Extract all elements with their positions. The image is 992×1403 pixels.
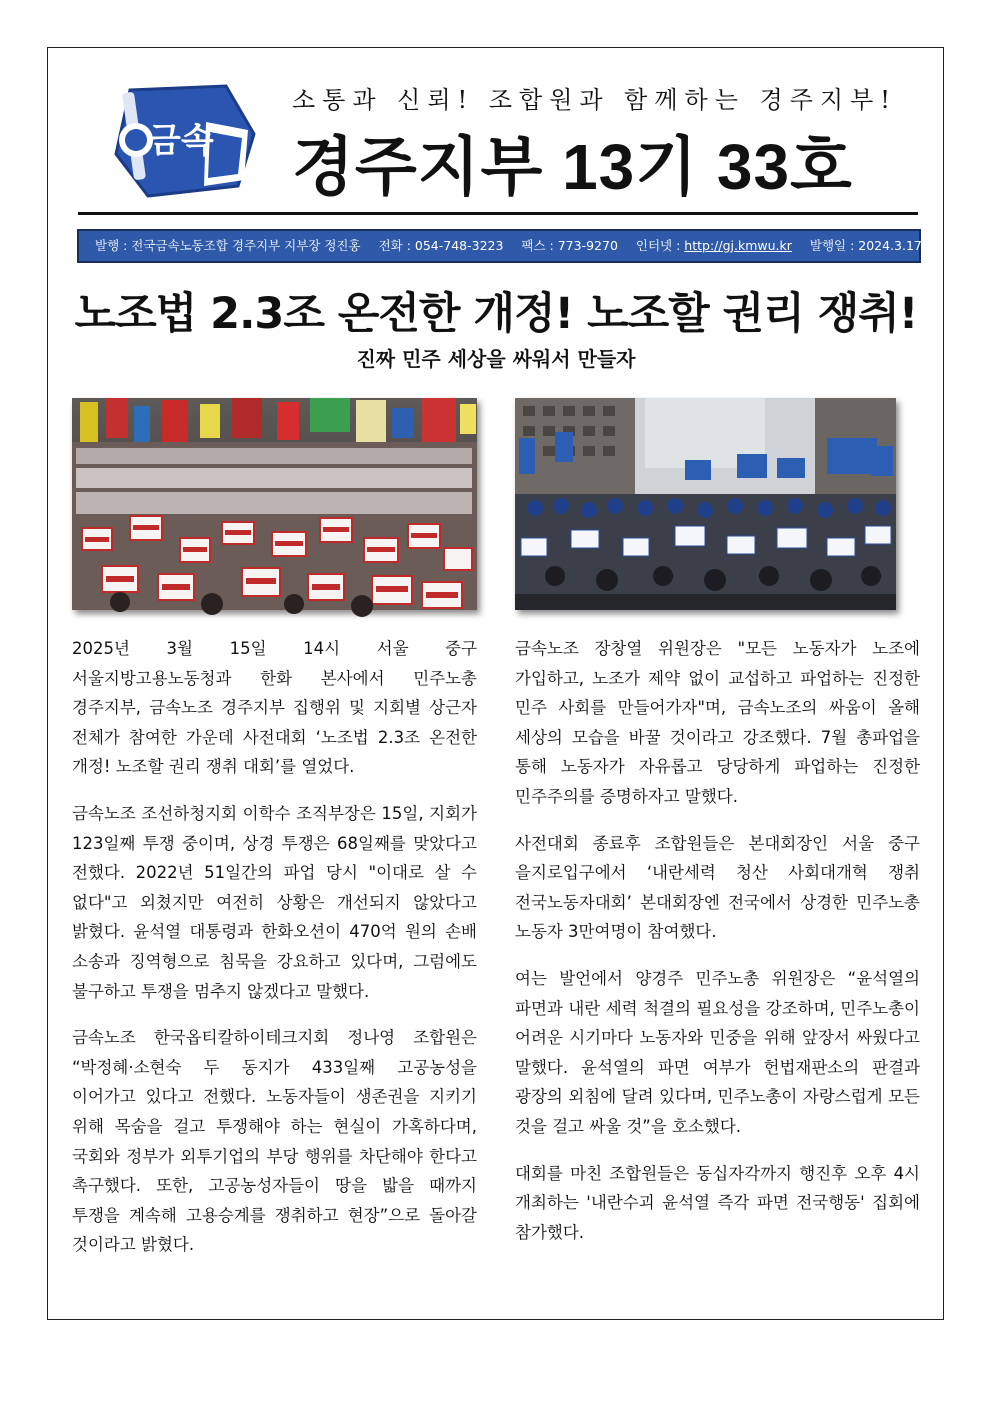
paragraph: 금속노조 한국옵티칼하이테크지회 정나영 조합원은 “박정혜·소현숙 두 동지가 433일째 고공농성을 이어가고 있다고 전했다. 노동자들이 생존권을 지키기 위해 목숨을 걸고 투쟁해야 하는 현실이 가혹하다며, 국회와 정부가 외투기업의 부당 행위를 차단해야 한다고 촉구했다. 또한, 고공농성자들이 땅을 밟을 때까지 투쟁을 계속해 고용승계를 쟁취하고 현장”으로 돌아갈 것이라고 밝혔다. (72, 1028, 477, 1255)
publication-info-bar (77, 229, 944, 263)
issue-title: 경주지부 13기 33호 (292, 131, 853, 203)
article-right-column (515, 634, 920, 1264)
phone-info: 전화 : 054-748-3223 (378, 238, 504, 253)
paragraph: 여는 발언에서 양경주 민주노총 위원장은 “윤석열의 파면과 내란 세력 척결의 필요성을 강조하며, 민주노총이 어려운 시기마다 노동자와 민중을 위해 앞장서 싸웠다고 말했다. 윤석열의 파면 여부가 헌법재판소의 판결과 광장의 외침에 달려 있다며, 민주노총이 자랑스럽게 모든 것을 걸고 싸울 것”을 호소했다. (515, 968, 920, 1136)
paragraph: 대회를 마친 조합원들은 동십자각까지 행진후 오후 4시 개최하는 '내란수괴 윤석열 즉각 파면 전국행동' 집회에 참가했다. (515, 1163, 920, 1242)
article-left-column (72, 634, 477, 1277)
logo-text: 금속 (148, 121, 214, 161)
slogan: 소통과 신뢰! 조합원과 함께하는 경주지부! (292, 86, 897, 114)
article-headline: 노조법 2.3조 온전한 개정! 노조할 권리 쟁취! (74, 289, 918, 339)
publisher-info: 발행 : 전국금속노동조합 경주지부 지부장 정진홍 (95, 238, 361, 253)
internet-label: 인터넷 : (635, 238, 685, 253)
paragraph: 사전대회 종료후 조합원들은 본대회장인 서울 중구 을지로입구에서 ‘내란세력 청산 사회대개혁 쟁취 전국노동자대회’ 본대회장엔 전국에서 상경한 민주노총 노동자 3만여명이 참여했다. (515, 833, 920, 942)
rally-photo-left (72, 398, 477, 610)
paragraph: 2025년 3월 15일 14시 서울 중구 서울지방고용노동청과 한화 본사에서 민주노총 경주지부, 금속노조 경주지부 집행위 및 지회별 상근자 전체가 참여한 가운데 사전대회 ‘노조법 2.3조 온전한 개정! 노조할 권리 쟁취 대회’를 열었다. (72, 639, 477, 777)
article-subheadline: 진짜 민주 세상을 싸워서 만들자 (356, 347, 636, 371)
rally-photo-right (515, 398, 896, 610)
publish-date: 발행일 : 2024.3.17(월) (809, 238, 944, 253)
masthead-rule (78, 212, 918, 215)
paragraph: 금속노조 조선하청지회 이학수 조직부장은 15일, 지회가 123일째 투쟁 중이며, 상경 투쟁은 68일째를 맞았다고 전했다. 2022년 51일간의 파업 당시 "이대로 살 수 없다"고 외쳤지만 여전히 상황은 개선되지 않았다고 밝혔다. 윤석열 대통령과 한화오션이 470억 원의 손배 소송과 징역형으로 침묵을 강요하고 있다며, 그럼에도 불구하고 투쟁을 멈추지 않겠다고 말했다. (72, 803, 477, 1001)
kmwu-logo (108, 82, 258, 202)
fax-info: 팩스 : 773-9270 (521, 238, 618, 253)
website-link[interactable]: http://gj.kmwu.kr (684, 238, 792, 253)
paragraph: 금속노조 장창열 위원장은 "모든 노동자가 노조에 가입하고, 노조가 제약 없이 교섭하고 파업하는 진정한 민주 사회를 만들어가자"며, 금속노조의 싸움이 올해 세상의 모습을 바꿀 것이라고 강조했다. 7월 총파업을 통해 노동자가 자유롭고 당당하게 파업하는 진정한 민주주의를 증명하자고 말했다. (515, 639, 920, 806)
